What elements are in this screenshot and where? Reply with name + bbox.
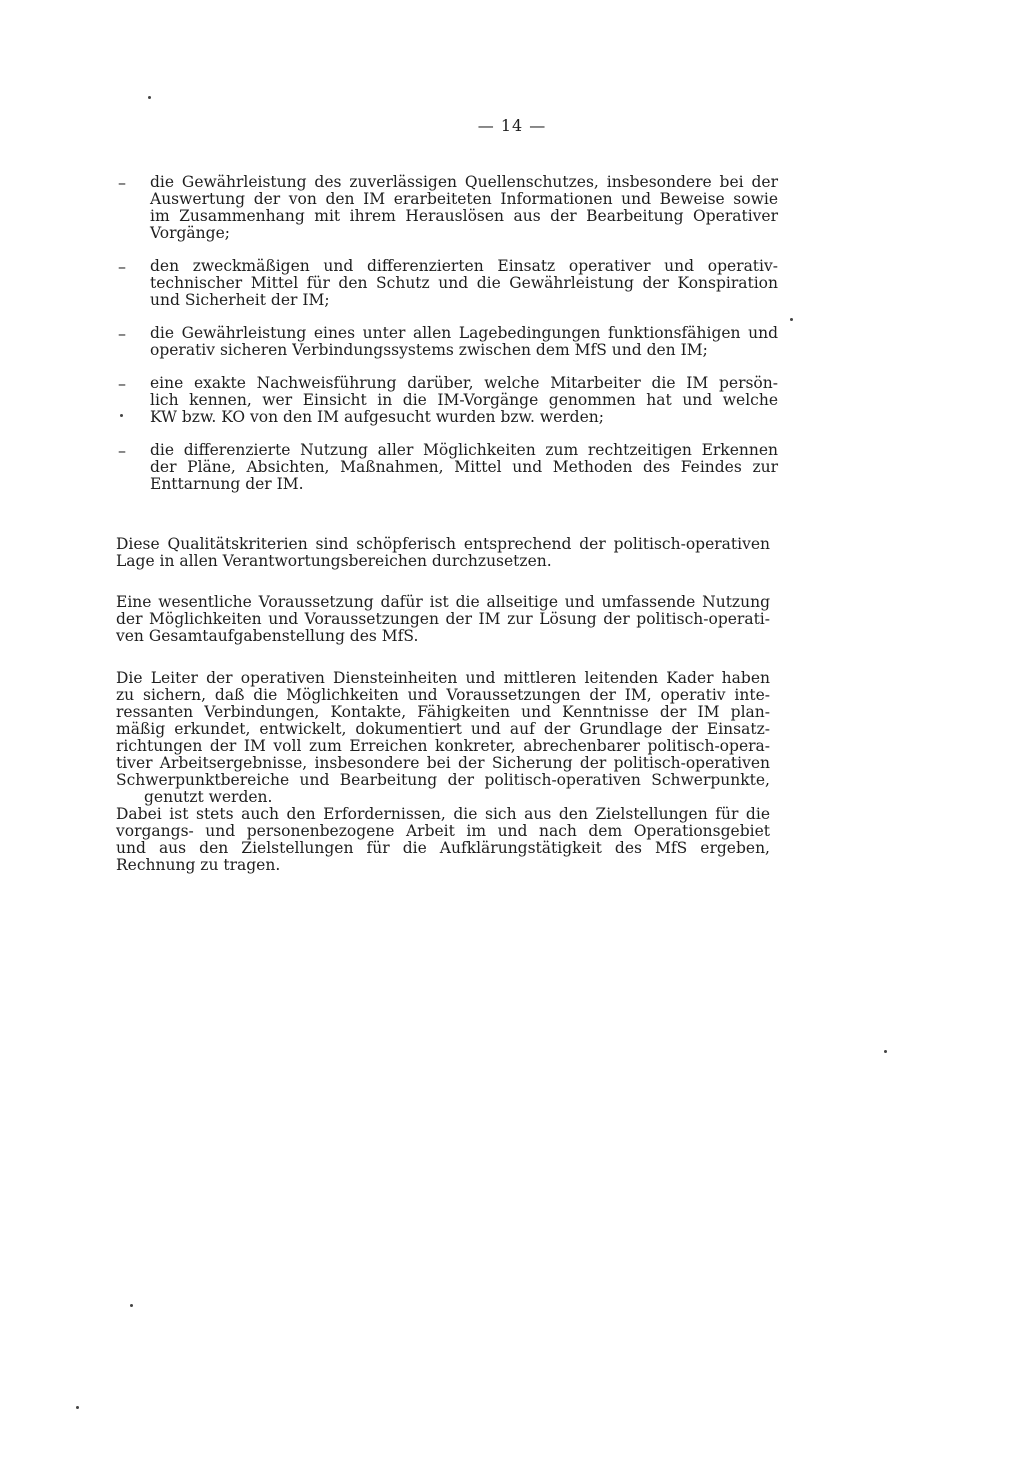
text-line: und aus den Zielstellungen für die Aufklärungstätigkeit des MfS ergeben, (116, 839, 770, 857)
text-line: Schwerpunktbereiche und Bearbeitung der politisch-operativen Schwerpunkte, (116, 771, 770, 789)
text-line: Dabei ist stets auch den Erfordernissen, die sich aus den Zielstellungen für die (116, 805, 770, 823)
scan-speck (884, 1050, 887, 1053)
text-line: den zweckmäßigen und differenzierten Einsatz operativer und operativ- (150, 257, 778, 275)
text-line: lich kennen, wer Einsicht in die IM-Vorgänge genommen hat und welche (150, 391, 778, 409)
scan-speck (76, 1406, 79, 1409)
scan-speck (790, 318, 793, 321)
text-line: Eine wesentliche Voraussetzung dafür ist die allseitige und umfassende Nutzung (116, 593, 770, 611)
bullet-dash: – (118, 324, 126, 343)
text-line: der Pläne, Absichten, Maßnahmen, Mittel und Methoden des Feindes zur (150, 458, 778, 476)
text-line: und Sicherheit der IM; (150, 291, 330, 309)
text-line: Auswertung der von den IM erarbeiteten Informationen und Beweise sowie (150, 190, 778, 208)
text-line: Lage in allen Verantwortungsbereichen durchzusetzen. (116, 552, 552, 570)
text-line: ressanten Verbindungen, Kontakte, Fähigkeiten und Kenntnisse der IM plan- (116, 703, 770, 721)
text-line: mäßig erkundet, entwickelt, dokumentiert und auf der Grundlage der Einsatz- (116, 720, 770, 738)
text-line: tiver Arbeitsergebnisse, insbesondere bei der Sicherung der politisch-operativen (116, 754, 770, 772)
page-number: — 14 — (477, 116, 547, 135)
text-line: die Gewährleistung eines unter allen Lagebedingungen funktionsfähigen und (150, 324, 778, 342)
text-line: KW bzw. KO von den IM aufgesucht wurden bzw. werden; (150, 408, 604, 426)
text-line: Diese Qualitätskriterien sind schöpferisch entsprechend der politisch-operativen (116, 535, 770, 553)
bullet-item (118, 442, 778, 493)
text-line: genutzt werden. (144, 788, 273, 806)
text-line: Die Leiter der operativen Diensteinheiten und mittleren leitenden Kader haben (116, 669, 770, 687)
bullet-item (118, 325, 778, 359)
scan-speck (120, 414, 123, 417)
bullet-dash: – (118, 374, 126, 393)
paragraph (116, 594, 770, 645)
text-line: Rechnung zu tragen. (116, 856, 281, 874)
bullet-dash: – (118, 257, 126, 276)
bullet-item (118, 375, 778, 426)
text-line: ven Gesamtaufgabenstellung des MfS. (116, 627, 419, 645)
text-line: vorgangs- und personenbezogene Arbeit im und nach dem Operationsgebiet (116, 822, 770, 840)
text-line: Enttarnung der IM. (150, 475, 304, 493)
text-line: eine exakte Nachweisführung darüber, welche Mitarbeiter die IM persön- (150, 374, 778, 392)
text-line: im Zusammenhang mit ihrem Herauslösen aus der Bearbeitung Operativer (150, 207, 778, 225)
text-line: technischer Mittel für den Schutz und die Gewährleistung der Konspiration (150, 274, 778, 292)
scan-speck (130, 1304, 133, 1307)
paragraph (116, 536, 770, 570)
bullet-list (118, 174, 778, 509)
text-line: die differenzierte Nutzung aller Möglichkeiten zum rechtzeitigen Erkennen (150, 441, 778, 459)
bullet-dash: – (118, 173, 126, 192)
paragraph (116, 670, 770, 874)
text-line: richtungen der IM voll zum Erreichen konkreter, abrechenbarer politisch-opera- (116, 737, 770, 755)
bullet-item (118, 174, 778, 242)
bullet-dash: – (118, 441, 126, 460)
text-line: Vorgänge; (150, 224, 230, 242)
text-line: die Gewährleistung des zuverlässigen Quellenschutzes, insbesondere bei der (150, 173, 778, 191)
bullet-item (118, 258, 778, 309)
scan-speck (148, 96, 151, 99)
text-line: operativ sicheren Verbindungssystems zwischen dem MfS und den IM; (150, 341, 708, 359)
text-line: zu sichern, daß die Möglichkeiten und Voraussetzungen der IM, operativ inte- (116, 686, 770, 704)
text-line: der Möglichkeiten und Voraussetzungen der IM zur Lösung der politisch-operati- (116, 610, 770, 628)
